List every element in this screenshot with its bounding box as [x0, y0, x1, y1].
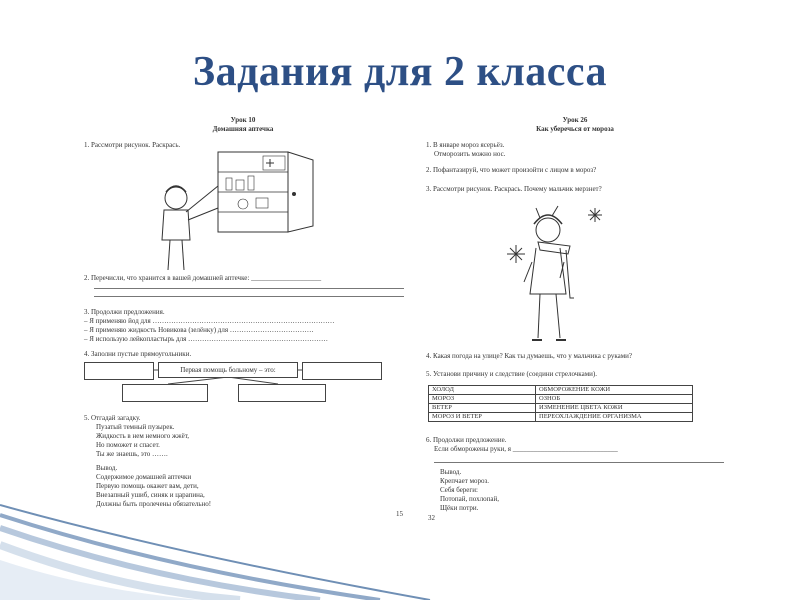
task-3: 3. Рассмотри рисунок. Раскрась. Почему мальчик мерзнет?	[426, 185, 602, 193]
empty-rectangle[interactable]	[84, 362, 154, 380]
empty-rectangle[interactable]	[122, 384, 208, 402]
conclusion-line: Содержимое домашней аптечки	[96, 473, 192, 481]
table-row	[429, 413, 693, 422]
lesson-number: Урок 10	[230, 116, 256, 124]
lesson-title: Домашняя аптечка	[212, 125, 274, 133]
task-4: 4. Какая погода на улице? Как ты думаешь, что у мальчика с руками?	[426, 352, 633, 360]
riddle-line: Пузатый темный пузырек.	[96, 423, 175, 431]
task-4: 4. Заполни пустые прямоугольники.	[84, 350, 192, 358]
task-2: 2. Пофантазируй, что может произойти с лицом в мороз?	[426, 166, 597, 174]
conclusion-line: Щёки потри.	[440, 504, 479, 512]
table-row	[429, 395, 693, 404]
conclusion-line: Должны быть пролечены обязательно!	[96, 500, 212, 508]
table-row	[429, 386, 693, 395]
cold-boy-illustration	[420, 112, 730, 362]
lesson-number: Урок 26	[562, 116, 588, 124]
task-1: 1. Рассмотри рисунок. Раскрась.	[84, 141, 181, 149]
task-2: 2. Перечисли, что хранится в вашей домашней аптечке: ____________________	[84, 274, 322, 282]
effect-cell[interactable]: ИЗМЕНЕНИЕ ЦВЕТА КОЖИ	[536, 404, 693, 413]
slide-title: Задания для 2 класса	[192, 49, 608, 95]
task-3-line-3: – Я использую лейкопластырь для ……………………………………………………	[84, 335, 329, 343]
cause-cell[interactable]: ВЕТЕР	[429, 404, 536, 413]
table-row	[429, 404, 693, 413]
worksheet-left	[78, 112, 408, 522]
cause-cell[interactable]: ХОЛОД	[429, 386, 536, 395]
empty-rectangle[interactable]	[238, 384, 326, 402]
task-1-line: 1. В январе мороз ясерьёз.	[426, 141, 505, 149]
riddle-line: Но поможет и спасет.	[96, 441, 160, 449]
conclusion-line: Первую помощь окажет вам, дети,	[96, 482, 199, 490]
conclusion-line: Вывод.	[96, 464, 118, 472]
page-number: 15	[396, 510, 403, 518]
empty-rectangle[interactable]	[302, 362, 382, 380]
conclusion-line: Себя береги:	[440, 486, 478, 494]
task-6-title: 6. Продолжи предложение.	[426, 436, 507, 444]
conclusion-line: Крепчает мороз.	[440, 477, 490, 485]
lesson-title: Как уберечься от мороза	[536, 125, 614, 133]
effect-cell[interactable]: ПЕРЕОХЛАЖДЕНИЕ ОРГАНИЗМА	[536, 413, 693, 422]
answer-line[interactable]	[434, 462, 724, 463]
cause-cell[interactable]: МОРОЗ И ВЕТЕР	[429, 413, 536, 422]
effect-cell[interactable]: ОБМОРОЖЕНИЕ КОЖИ	[536, 386, 693, 395]
page-number: 32	[428, 514, 435, 522]
conclusion-line: Потопай, похлопай,	[440, 495, 499, 503]
riddle-line: Жидкость в нем немного жжёт,	[96, 432, 190, 440]
conclusion-line: Вывод.	[440, 468, 462, 476]
task-1-line: Отморозить можно нос.	[434, 150, 506, 158]
cause-cell[interactable]: МОРОЗ	[429, 395, 536, 404]
first-aid-connector-lines	[78, 112, 408, 522]
effect-cell[interactable]: ОЗНОБ	[536, 395, 693, 404]
conclusion-line: Внезапный ушиб, синяк и царапина,	[96, 491, 205, 499]
task-6-line: Если обморожены руки, я ______________________________	[434, 445, 618, 453]
first-aid-center-box: Первая помощь больному – это:	[158, 362, 298, 378]
task-5: 5. Установи причину и следствие (соедини стрелочками).	[426, 370, 597, 378]
task-3-line-2: – Я применяю жидкость Новикова (зелёнку) для ………………………………	[84, 326, 314, 334]
task-3-title: 3. Продолжи предложения.	[84, 308, 165, 316]
task-3-line-1: – Я применяю йод для ……………………………………………………………………	[84, 317, 335, 325]
riddle-line: Ты же знаешь, это …….	[96, 450, 168, 458]
cause-effect-table	[428, 385, 693, 422]
task-5-title: 5. Отгадай загадку.	[84, 414, 141, 422]
worksheet-right	[420, 112, 730, 522]
